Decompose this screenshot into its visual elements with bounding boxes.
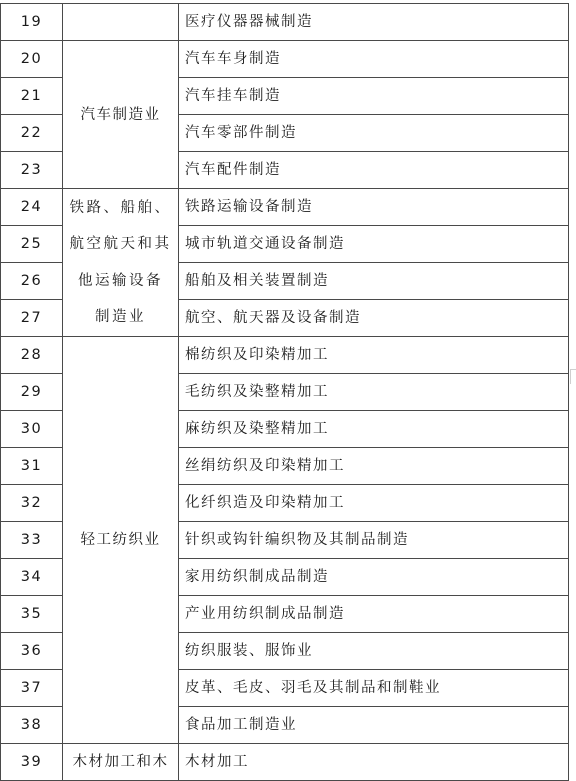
row-number: 32 bbox=[1, 485, 63, 522]
category-transport-line: 他运输设备 bbox=[78, 272, 163, 289]
row-number: 21 bbox=[1, 78, 63, 115]
industry-name: 针织或钩针编织物及其制品制造 bbox=[179, 522, 569, 559]
category-auto: 汽车制造业 bbox=[63, 41, 179, 189]
row-number: 22 bbox=[1, 115, 63, 152]
industry-name: 城市轨道交通设备制造 bbox=[179, 226, 569, 263]
row-number: 26 bbox=[1, 263, 63, 300]
row-number: 30 bbox=[1, 411, 63, 448]
category-transport-line: 铁路、船舶、 bbox=[69, 199, 172, 216]
table-row bbox=[1, 4, 569, 41]
industry-name: 船舶及相关装置制造 bbox=[179, 263, 569, 300]
row-number: 37 bbox=[1, 670, 63, 707]
industry-name: 食品加工制造业 bbox=[179, 707, 569, 744]
row-number: 25 bbox=[1, 226, 63, 263]
row-number: 23 bbox=[1, 152, 63, 189]
category-transport-line: 航空航天和其 bbox=[69, 236, 172, 252]
row-number: 34 bbox=[1, 559, 63, 596]
row-number: 19 bbox=[1, 4, 63, 41]
row-number: 39 bbox=[1, 744, 63, 781]
industry-name: 铁路运输设备制造 bbox=[179, 189, 569, 226]
industry-name: 棉纺织及印染精加工 bbox=[179, 337, 569, 374]
category-wood: 木材加工和木 bbox=[63, 744, 179, 781]
industry-name: 医疗仪器器械制造 bbox=[179, 4, 569, 41]
category-transport-line: 制造业 bbox=[95, 309, 146, 325]
industry-name: 汽车零部件制造 bbox=[179, 115, 569, 152]
industry-name: 家用纺织制成品制造 bbox=[179, 559, 569, 596]
row-number: 29 bbox=[1, 374, 63, 411]
row-number: 28 bbox=[1, 337, 63, 374]
row-number: 38 bbox=[1, 707, 63, 744]
industry-name: 麻纺织及染整精加工 bbox=[179, 411, 569, 448]
industry-name: 丝绢纺织及印染精加工 bbox=[179, 448, 569, 485]
industry-table bbox=[0, 3, 569, 781]
table-row bbox=[1, 41, 569, 78]
industry-name: 汽车挂车制造 bbox=[179, 78, 569, 115]
table-row bbox=[1, 189, 569, 226]
industry-name: 纺织服装、服饰业 bbox=[179, 633, 569, 670]
industry-name: 产业用纺织制成品制造 bbox=[179, 596, 569, 633]
industry-name: 皮革、毛皮、羽毛及其制品和制鞋业 bbox=[179, 670, 569, 707]
row-number: 36 bbox=[1, 633, 63, 670]
crop-mark bbox=[570, 369, 576, 384]
table-row bbox=[1, 744, 569, 781]
row-number: 20 bbox=[1, 41, 63, 78]
table-row bbox=[1, 337, 569, 374]
industry-name: 汽车车身制造 bbox=[179, 41, 569, 78]
row-number: 27 bbox=[1, 300, 63, 337]
row-number: 24 bbox=[1, 189, 63, 226]
category-textile: 轻工纺织业 bbox=[63, 337, 179, 744]
industry-name: 毛纺织及染整精加工 bbox=[179, 374, 569, 411]
industry-name: 木材加工 bbox=[179, 744, 569, 781]
row-number: 33 bbox=[1, 522, 63, 559]
category-cell-empty bbox=[63, 4, 179, 41]
category-transport bbox=[63, 189, 179, 337]
industry-name: 航空、航天器及设备制造 bbox=[179, 300, 569, 337]
industry-name: 化纤织造及印染精加工 bbox=[179, 485, 569, 522]
industry-name: 汽车配件制造 bbox=[179, 152, 569, 189]
row-number: 35 bbox=[1, 596, 63, 633]
row-number: 31 bbox=[1, 448, 63, 485]
